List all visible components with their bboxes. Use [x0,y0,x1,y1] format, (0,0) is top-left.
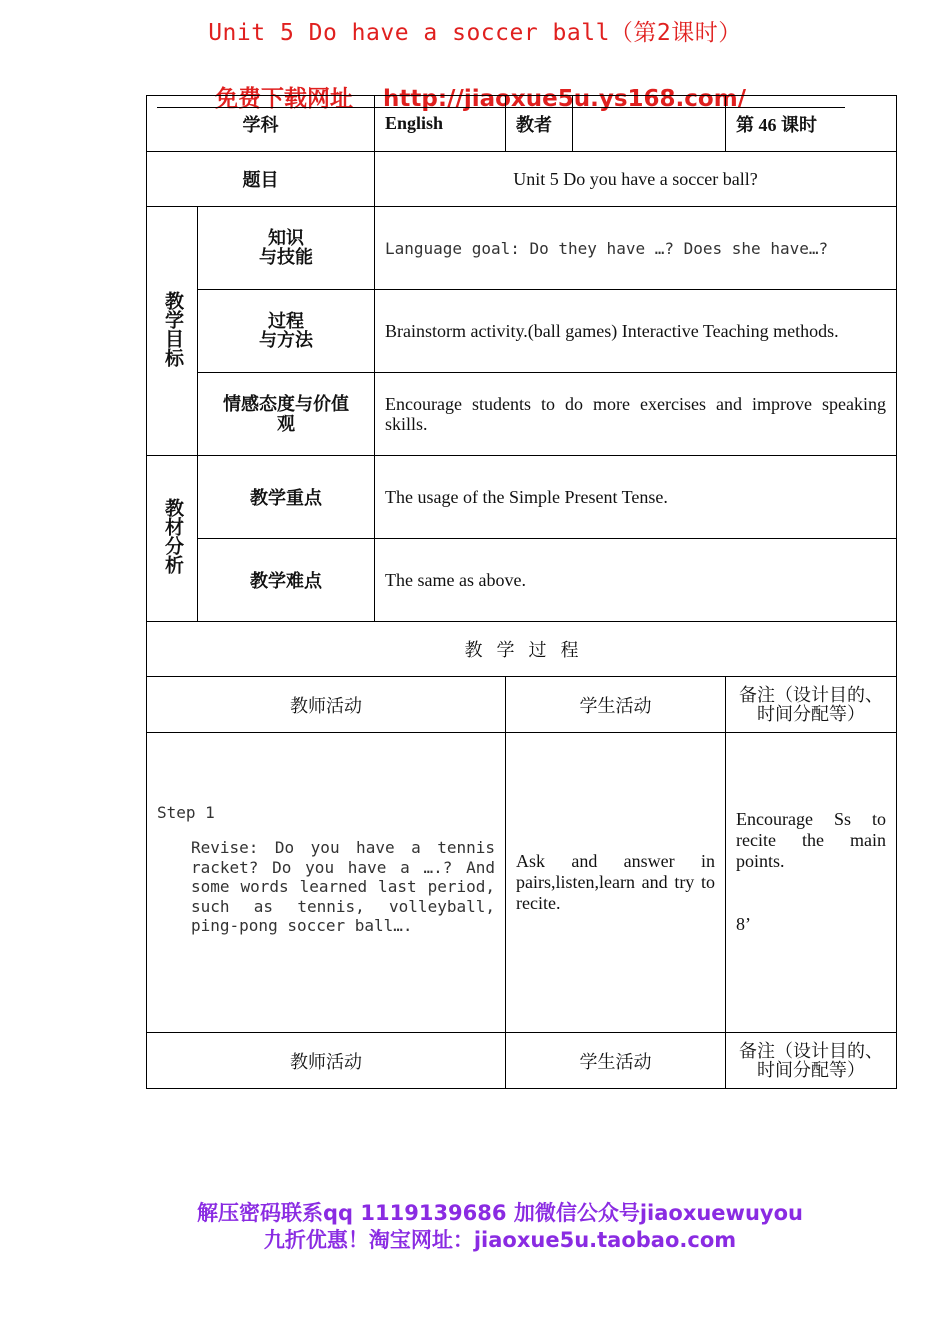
goals-group-label [147,207,198,456]
step-row [147,733,897,1033]
analysis-group-text: 教材分析 [162,498,183,574]
col-teacher-activity: 教师活动 [147,1033,506,1089]
time-allocation: 8’ [736,913,751,934]
footer-contact-line: 解压密码联系qq 1119139686 加微信公众号jiaoxuewuyou [197,1201,803,1225]
col-student-activity: 学生活动 [506,677,726,733]
col-notes: 备注（设计目的、时间分配等） [726,677,897,733]
notes-text: Encourage Ss to recite the main points. [736,808,886,871]
column-header-row [147,1033,897,1089]
goal-value: Encourage students to do more exercises and improve speaking skills. [375,373,897,456]
student-activity-cell: Ask and answer in pairs,listen,learn and try to recite. [506,733,726,1033]
lesson-plan-table [146,95,897,1089]
analysis-group-label [147,456,198,622]
goal-value: Brainstorm activity.(ball games) Interactive Teaching methods. [375,290,897,373]
goal-label: 过程 与方法 [198,290,375,373]
col-student-activity: 学生活动 [506,1033,726,1089]
teacher-activity-cell [147,733,506,1033]
analysis-row [147,539,897,622]
info-row [147,96,897,152]
goal-row [147,207,897,290]
goals-group-text: 教学目标 [162,290,183,367]
lesson-number: 第 46 课时 [726,96,897,152]
step-title: Step 1 [157,803,215,822]
process-title: 教学过程 [147,622,897,677]
goal-label: 情感态度与价值观 [198,373,375,456]
goal-row [147,290,897,373]
footer-shop-line: 九折优惠！淘宝网址：jiaoxue5u.taobao.com [263,1228,737,1252]
subject-label: 学科 [147,96,375,152]
teacher-value [573,96,726,152]
subject-value: English [375,96,506,152]
topic-label: 题目 [147,152,375,207]
goal-value: Language goal: Do they have …? Does she have…? [375,207,897,290]
notes-cell [726,733,897,1033]
analysis-value: The usage of the Simple Present Tense. [375,456,897,539]
goal-row [147,373,897,456]
teacher-activity-text: Revise: Do you have a tennis racket? Do you have a ….? And some words learned last period, such as tennis, volleyball, ping-pong soccer ball…. [191,838,495,935]
analysis-label: 教学难点 [198,539,375,622]
goal-label: 知识 与技能 [198,207,375,290]
site-label: 免费下载网址 [215,86,353,112]
column-header-row [147,677,897,733]
analysis-value: The same as above. [375,539,897,622]
col-notes: 备注（设计目的、时间分配等） [726,1033,897,1089]
analysis-row [147,456,897,539]
document-title: Unit 5 Do have a soccer ball（第2课时） [208,20,742,46]
topic-row [147,152,897,207]
analysis-label: 教学重点 [198,456,375,539]
site-url[interactable]: http://jiaoxue5u.ys168.com/ [383,86,747,112]
header-rule [157,107,845,108]
col-teacher-activity: 教师活动 [147,677,506,733]
teacher-label: 教者 [506,96,573,152]
process-title-row [147,622,897,677]
topic-value: Unit 5 Do you have a soccer ball? [375,152,897,207]
